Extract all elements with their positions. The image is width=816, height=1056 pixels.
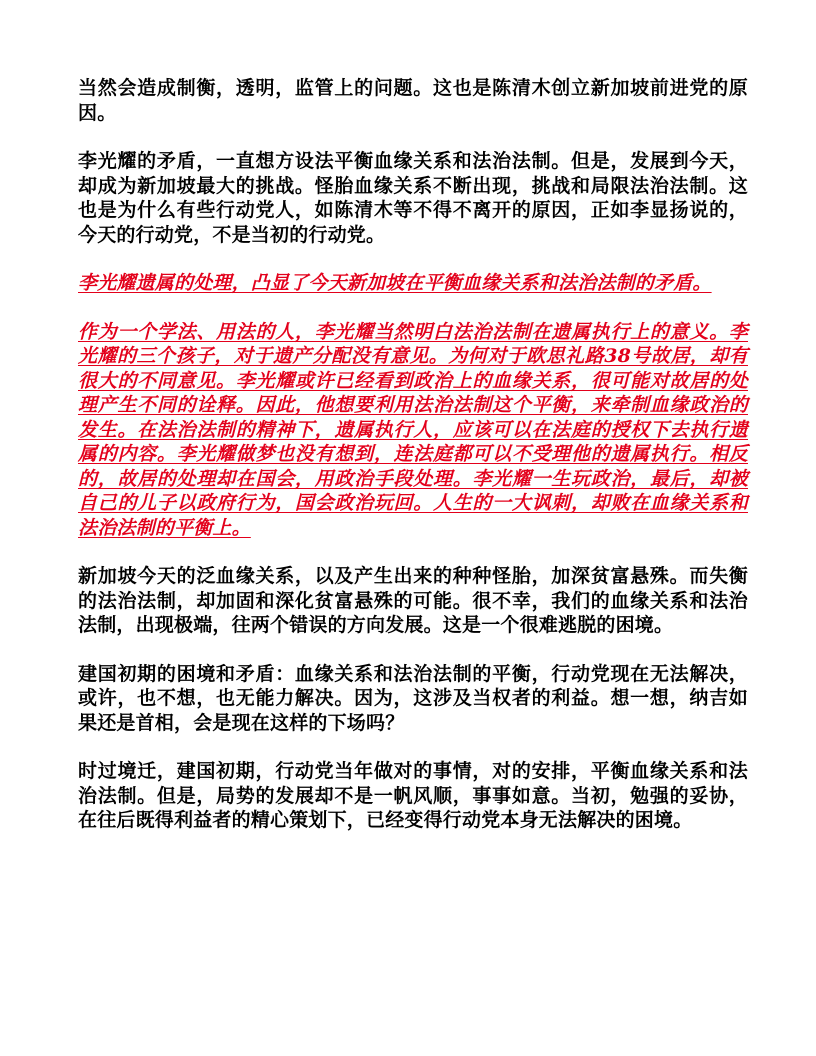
paragraph-5: 时过境迁，建国初期，行动党当年做对的事情，对的安排，平衡血缘关系和法治法制。但是，局势的发展却不是一帆风顺，事事如意。当初，勉强的妥协，在往后既得利益者的精心策划下，已经变得行动党本身无法解决的困境。 (78, 760, 748, 831)
document-body (78, 76, 748, 857)
highlighted-paragraph-1: 李光耀遗属的处理，凸显了今天新加坡在平衡血缘关系和法治法制的矛盾。 (78, 272, 712, 294)
paragraph-4: 建国初期的困境和矛盾：血缘关系和法治法制的平衡，行动党现在无法解决，或许，也不想，也无能力解决。因为，这涉及当权者的利益。想一想，纳吉如果还是首相，会是现在这样的下场吗？ (78, 662, 748, 734)
highlighted-paragraph-2: 作为一个学法、用法的人，李光耀当然明白法治法制在遗属执行上的意义。李光耀的三个孩子，对于遗产分配没有意见。为何对于欧思礼路38号故居，却有很大的不同意见。李光耀或许已经看到政治上的血缘关系，很可能对故居的处理产生不同的诠释。因此，他想要利用法治法制这个平衡，来牵制血缘政治的发生。在法治法制的精神下，遗属执行人，应该可以在法庭的授权下去执行遗属的内容。李光耀做梦也没有想到，连法庭都可以不受理他的遗属执行。相反的，故居的处理却在国会，用政治手段处理。李光耀一生玩政治，最后，却被自己的儿子以政府行为，国会政治玩回。人生的一大讽刺，却败在血缘关系和法治法制的平衡上。 (78, 320, 748, 539)
paragraph-3: 新加坡今天的泛血缘关系，以及产生出来的种种怪胎，加深贫富悬殊。而失衡的法治法制，却加固和深化贫富悬殊的可能。很不幸，我们的血缘关系和法治法制，出现极端，往两个错误的方向发展。这是一个很难逃脱的困境。 (78, 565, 748, 636)
paragraph-1: 当然会造成制衡，透明，监管上的问题。这也是陈清木创立新加坡前进党的原因。 (78, 77, 748, 124)
paragraph-2: 李光耀的矛盾，一直想方设法平衡血缘关系和法治法制。但是，发展到今天，却成为新加坡最大的挑战。怪胎血缘关系不断出现，挑战和局限法治法制。这也是为什么有些行动党人，如陈清木等不得不离开的原因，正如李显扬说的，今天的行动党，不是当初的行动党。 (78, 150, 748, 246)
